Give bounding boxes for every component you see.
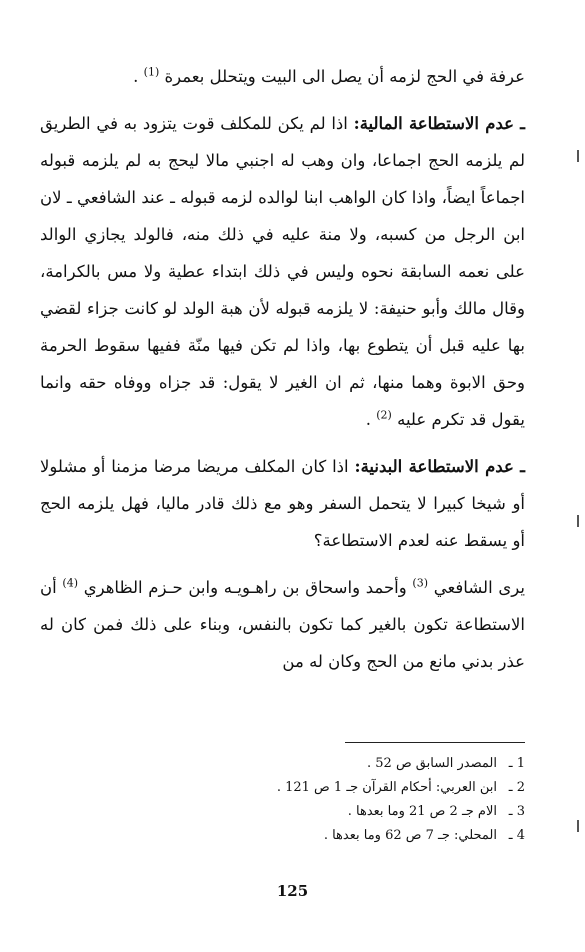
paragraph-1-end: . (133, 67, 139, 86)
paragraph-financial-text: اذا لم يكن للمكلف قوت يتزود به في الطريق لم يلزمه الحج اجماعا، وان وهب له اجنبي مالا ليحج به لم يلزمه قبوله اجماعاً ايضاً، واذا كان الواهب ابنا لوالده لزمه قبوله ـ عند الشافعي ـ لان ابن الرجل من كسبه، ولا منة عليه في ذلك منه، فالولد يجازي الوالد على نعمه السابقة نحوه وليس في ذلك ابتداء عطية ولا مس بالكرامة، وقال مالك وأبو حنيفة: لا يلزمه قبوله لأن هبة الولد لو كانت جزاء لقضي بها عليه قبل أن يتطوع بها، واذا لم تكن فيها منّة ففيها سقوط الحرمة وحق الابوة وهما منها، ثم ان الغير لا يقول: قد جزاه ووفاه حقه وانما يقول قد تكرم عليه (40, 114, 525, 429)
footnote-ref-4: (4) (62, 576, 78, 590)
heading-physical-inability: ـ عدم الاستطاعة البدنية: (354, 457, 525, 476)
body-text (40, 58, 525, 680)
margin-mark (577, 820, 579, 832)
page-number: 125 (276, 882, 309, 900)
footnote-divider (345, 742, 525, 743)
footnote-item (125, 800, 525, 824)
footnote-ref-1: (1) (143, 65, 160, 79)
paragraph-1 (40, 58, 525, 95)
footnote-item (125, 752, 525, 776)
margin-mark (577, 150, 579, 162)
paragraph-physical (40, 448, 525, 559)
footnote-item (125, 824, 525, 848)
footnote-number: 4 ـ (508, 828, 525, 843)
paragraph-opinions-text-a: يرى الشافعي (433, 578, 525, 597)
footnote-number: 3 ـ (508, 804, 525, 819)
footnote-ref-2: (2) (376, 408, 392, 422)
footnote-text: الام جـ 2 ص 21 وما بعدها . (347, 804, 497, 819)
paragraph-opinions-text-c: أن الاستطاعة تكون بالغير كما تكون بالنفس، وبناء على ذلك فمن كان له عذر بدني مانع من الحج وكان له من (40, 578, 525, 671)
footnote-text: المحلي: جـ 7 ص 62 وما بعدها . (323, 828, 497, 843)
footnote-number: 2 ـ (508, 780, 525, 795)
paragraph-1-text: عرفة في الحج لزمه أن يصل الى البيت ويتحلل بعمرة (164, 67, 525, 86)
footnote-item (125, 776, 525, 800)
footnotes-list (125, 752, 525, 848)
paragraph-opinions (40, 569, 525, 680)
paragraph-opinions-text-b: وأحمد واسحاق بن راهـويـه وابن حـزم الظاهري (83, 578, 407, 597)
footnote-text: ابن العربي: أحكام القرآن جـ 1 ص 121 . (276, 780, 497, 795)
margin-mark (577, 515, 579, 527)
footnote-text: المصدر السابق ص 52 . (367, 756, 497, 771)
paragraph-physical-text: اذا كان المكلف مريضا مرضا مزمنا أو مشلولا أو شيخا كبيرا لا يتحمل السفر وهو مع ذلك قادر ماليا، فهل يلزمه الحج أو يسقط عنه لعدم الاستطاعة؟ (40, 457, 525, 550)
footnote-ref-3: (3) (412, 576, 428, 590)
paragraph-financial-end: . (365, 410, 371, 429)
footnote-number: 1 ـ (508, 756, 525, 771)
heading-financial-inability: ـ عدم الاستطاعة المالية: (353, 114, 526, 133)
paragraph-financial (40, 105, 525, 438)
